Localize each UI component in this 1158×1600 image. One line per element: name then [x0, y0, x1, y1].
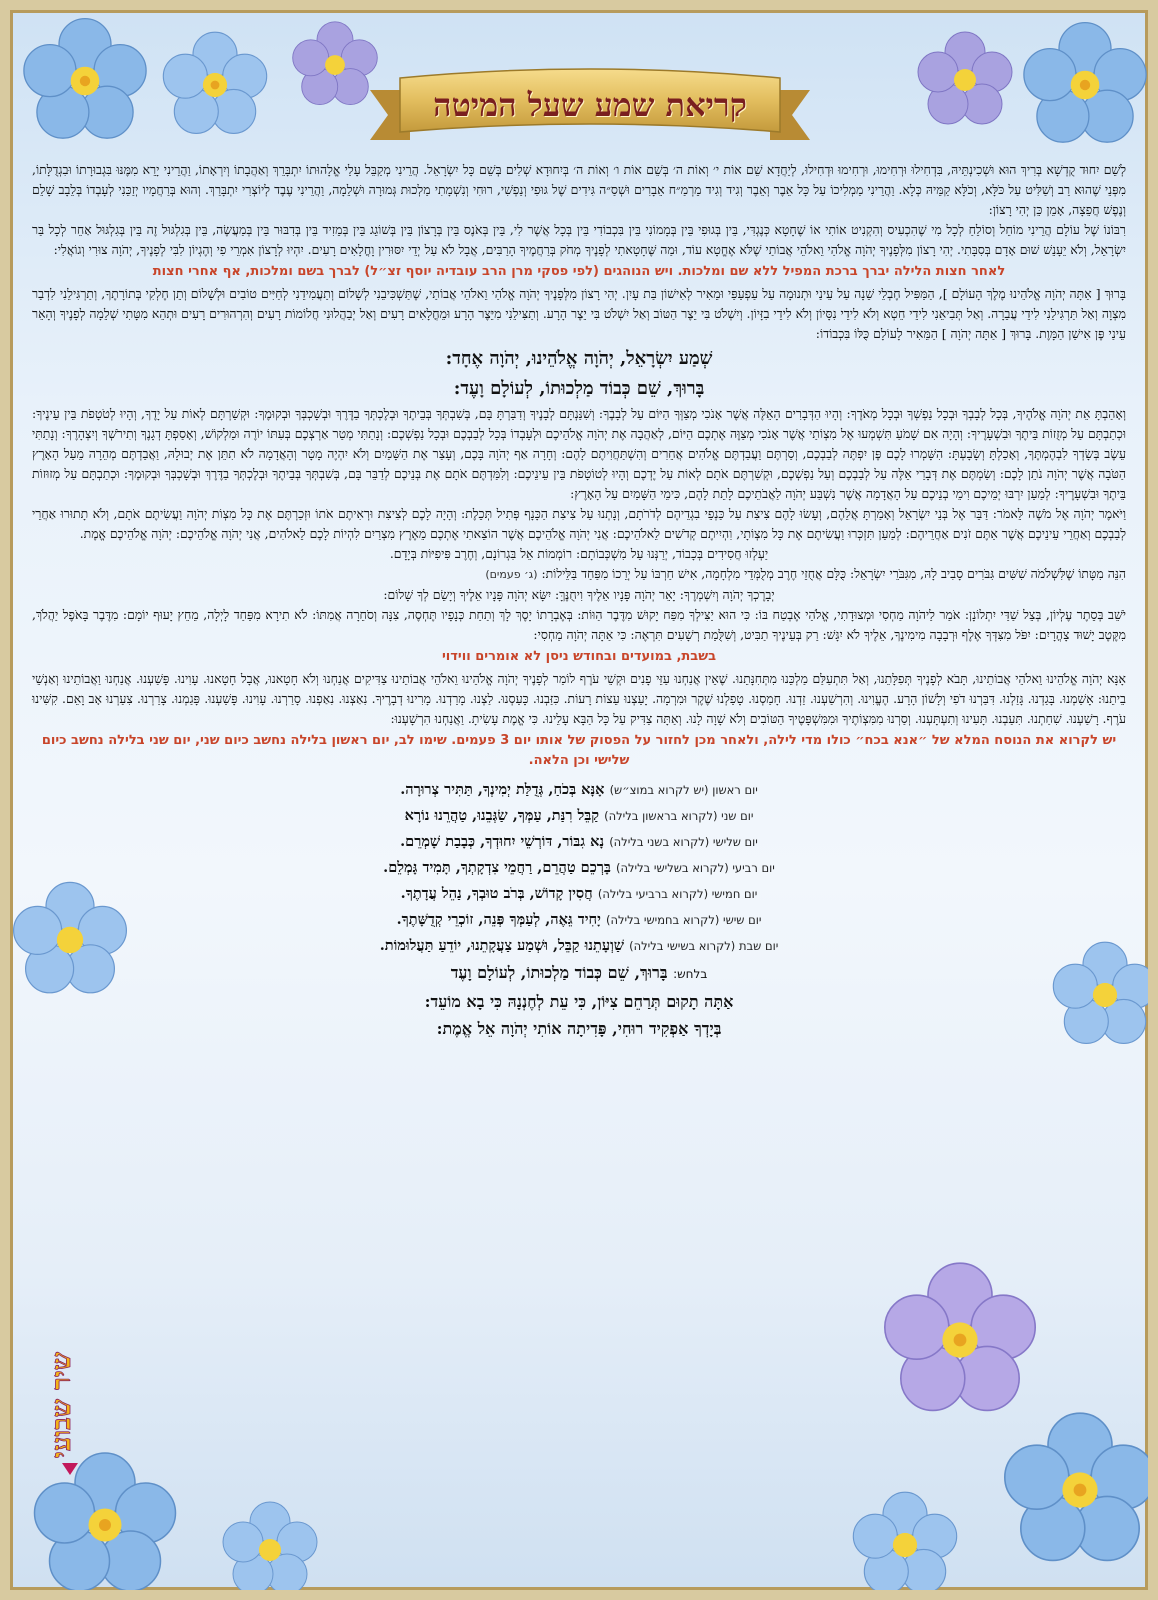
baruch-shem-verse: בָּרוּךְ, שֵׁם כְּבוֹד מַלְכוּתוֹ, לְעוֹלָם וָעֶד: — [453, 378, 705, 399]
list-item — [32, 855, 1126, 881]
list-item — [32, 907, 1126, 933]
day-label: יום שישי (לקרוא בחמישי בלילה) — [605, 913, 762, 927]
flower-top-left-purple-icon — [290, 20, 380, 110]
hine-mitato-paragraph — [32, 564, 1126, 585]
whisper-text: בָּרוּךְ, שֵׁם כְּבוֹד מַלְכוּתוֹ, לְעוֹלָם וָעֶד — [450, 963, 668, 982]
yoshev-paragraph: יֹשֵׁב בְּסֵתֶר עֶלְיוֹן, בְּצֵל שַׁדַּי יִתְלוֹנָן: אֹמַר לַיהֹוָה מַחְסִי וּמְצוּדָתִי, אֱלֹהַי אֶבְטַח בּוֹ: כִּי הוּא יַצִּילְךָ מִפַּח יָקוּשׁ מִדֶּבֶר הַוּוֹת: בְּאֶבְרָתוֹ יָסֶךְ לָךְ וְתַחַת כְּנָפָיו תֶּחְסֶה, צִנָּה וְסֹחֵרָה אֲמִתּוֹ: לֹא תִירָא מִפַּחַד לָיְלָה, מֵחֵץ יָעוּף יוֹמָם: מִדֶּבֶר בָּאֹפֶל יַהֲלֹךְ, מִקֶּטֶב יָשׁוּד צָהֳרָיִם: יִפֹּל מִצִּדְּךָ אֶלֶף וּרְבָבָה מִימִינֶךָ, אֵלֶיךָ לֹא יִגָּשׁ: רַק בְּעֵינֶיךָ תַבִּיט, וְשִׁלֻּמַת רְשָׁעִים תִּרְאֶה: כִּי אַתָּה יְהֹוָה מַחְסִי: — [32, 607, 1126, 642]
beyadcha-verse: בְּיָדְךָ אַפְקִיד רוּחִי, פָּדִיתָה אוֹתִי יְהֹוָה אֵל אֱמֶת: — [436, 1019, 722, 1038]
ana-bekoach-note: יש לקרוא את הנוסח המלא של ״אנא בכח״ כולו מדי לילה, ולאחר מכן לחזור על הפסוק של אותו יום 3 פעמים. שימו לב, יום ראשון בלילה נחשב כיום שני, יום שני בלילה נחשב כיום שלישי וכן הלאה. — [41, 733, 1117, 768]
veahavta-paragraph: וְאָהַבְתָּ אֵת יְהֹוָה אֱלֹהֶיךָ, בְּכָל לְבָבְךָ וּבְכָל נַפְשְׁךָ וּבְכָל מְאֹדֶךָ: וְהָיוּ הַדְּבָרִים הָאֵלֶּה אֲשֶׁר אָנֹכִי מְצַוְּךָ הַיּוֹם עַל לְבָבֶךָ: וְשִׁנַּנְתָּם לְבָנֶיךָ וְדִבַּרְתָּ בָּם, בְּשִׁבְתְּךָ בְּבֵיתֶךָ וּבְלֶכְתְּךָ בַדֶּרֶךְ וּבְשָׁכְבְּךָ וּבְקוּמֶךָ: וּקְשַׁרְתָּם לְאוֹת עַל יָדֶךָ, וְהָיוּ לְטֹטָפֹת בֵּין עֵינֶיךָ: וּכְתַבְתָּם עַל מְזֻזוֹת בֵּיתֶךָ וּבִשְׁעָרֶיךָ: וְהָיָה אִם שָׁמֹעַ תִּשְׁמְעוּ אֶל מִצְוֹתַי אֲשֶׁר אָנֹכִי מְצַוֶּה אֶתְכֶם הַיּוֹם, לְאַהֲבָה אֶת יְהֹוָה אֱלֹהֵיכֶם וּלְעָבְדוֹ בְּכָל לְבַבְכֶם וּבְכָל נַפְשְׁכֶם: וְנָתַתִּי מְטַר אַרְצְכֶם בְּעִתּוֹ יוֹרֶה וּמַלְקוֹשׁ, וְאָסַפְתָּ דְגָנֶךָ וְתִירֹשְׁךָ וְיִצְהָרֶךָ: וְנָתַתִּי עֵשֶׂב בְּשָׂדְךָ לִבְהֶמְתֶּךָ, וְאָכַלְתָּ וְשָׂבָעְתָּ: הִשָּׁמְרוּ לָכֶם פֶּן יִפְתֶּה לְבַבְכֶם, וְסַרְתֶּם וַעֲבַדְתֶּם אֱלֹהִים אֲחֵרִים וְהִשְׁתַּחֲוִיתֶם לָהֶם: וְחָרָה אַף יְהֹוָה בָּכֶם, וְעָצַר אֶת הַשָּׁמַיִם וְלֹא יִהְיֶה מָטָר וְהָאֲדָמָה לֹא תִתֵּן אֶת יְבוּלָהּ, וַאֲבַדְתֶּם מְהֵרָה מֵעַל הָאָרֶץ הַטֹּבָה אֲשֶׁר יְהֹוָה נֹתֵן לָכֶם: וְשַׂמְתֶּם אֶת דְּבָרַי אֵלֶּה עַל לְבַבְכֶם וְעַל נַפְשְׁכֶם, וּקְשַׁרְתֶּם אֹתָם לְאוֹת עַל יֶדְכֶם וְהָיוּ לְטוֹטָפֹת בֵּין עֵינֵיכֶם: וְלִמַּדְתֶּם אֹתָם אֶת בְּנֵיכֶם לְדַבֵּר בָּם, בְּשִׁבְתְּךָ בְּבֵיתֶךָ וּבְלֶכְתְּךָ בַדֶּרֶךְ וּבְשָׁכְבְּךָ וּבְקוּמֶךָ: וּכְתַבְתָּם עַל מְזוּזוֹת בֵּיתֶךָ וּבִשְׁעָרֶיךָ: לְמַעַן יִרְבּוּ יְמֵיכֶם וִימֵי בְנֵיכֶם עַל הָאֲדָמָה אֲשֶׁר נִשְׁבַּע יְהֹוָה לַאֲבֹתֵיכֶם לָתֵת לָהֶם, כִּימֵי הַשָּׁמַיִם עַל הָאָרֶץ: — [32, 406, 1126, 501]
verse-text: קַבֵּל רִנַּת, עַמְּךָ, שַׂגְּבֵנוּ, טַהֲרֵנוּ נוֹרָא — [404, 807, 600, 824]
vayomer-paragraph: וַיֹּאמֶר יְהֹוָה אֶל מֹשֶׁה לֵּאמֹר: דַּבֵּר אֶל בְּנֵי יִשְׂרָאֵל וְאָמַרְתָּ אֲלֵהֶם, וְעָשׂוּ לָהֶם צִיצִת עַל כַּנְפֵי בִגְדֵיהֶם לְדֹרֹתָם, וְנָתְנוּ עַל צִיצִת הַכָּנָף פְּתִיל תְּכֵלֶת: וְהָיָה לָכֶם לְצִיצִת וּרְאִיתֶם אֹתוֹ וּזְכַרְתֶּם אֶת כָּל מִצְוֹת יְהֹוָה וַעֲשִׂיתֶם אֹתָם, וְלֹא תָתוּרוּ אַחֲרֵי לְבַבְכֶם וְאַחֲרֵי עֵינֵיכֶם אֲשֶׁר אַתֶּם זֹנִים אַחֲרֵיהֶם: לְמַעַן תִּזְכְּרוּ וַעֲשִׂיתֶם אֶת כָּל מִצְוֹתָי, וִהְיִיתֶם קְדֹשִׁים לֵאלֹהֵיכֶם: אֲנִי יְהֹוָה אֱלֹהֵיכֶם אֲשֶׁר הוֹצֵאתִי אֶתְכֶם מֵאֶרֶץ מִצְרַיִם לִהְיוֹת לָכֶם לֵאלֹהִים, אֲנִי יְהֹוָה אֱלֹהֵיכֶם: יְהֹוָה אֱלֹהֵיכֶם אֱמֶת. — [32, 506, 1126, 541]
page-title: קריאת שמע שעל המיטה — [433, 86, 747, 124]
flower-top-right-icon — [1020, 20, 1150, 150]
times-note: (ג׳ פעמים) — [485, 568, 538, 581]
shabbat-note: בשבת, במועדים ובחודש ניסן לא אומרים ווידוי — [441, 649, 717, 664]
ana-bekoach-list — [32, 777, 1126, 959]
whisper-label: בלחש: — [673, 967, 708, 981]
shema-verse: שְׁמַע יִשְׂרָאֵל, יְהֹוָה אֱלֹהֵינוּ, יְהֹוָה אֶחָד: — [445, 348, 713, 369]
list-item — [32, 803, 1126, 829]
leshem-yichud-paragraph: לְשֵׁם יִחוּד קֻדְשָׁא בְּרִיךְ הוּא וּשְׁכִינְתֵּיהּ, בִּדְחִילוּ וּרְחִימוּ, וּרְחִימוּ וּדְחִילוּ, לְיַחֲדָא שֵׁם אוֹת י׳ וְאוֹת ה׳ בְּשֵׁם אוֹת ו׳ וְאוֹת ה׳ בְּיִחוּדָא שְׁלִים בְּשֵׁם כָּל יִשְׂרָאֵל. הֲרֵינִי מְקַבֵּל עָלַי אֱלָהוּתוֹ יִתְבָּרֵךְ וְאַהֲבָתוֹ וְיִרְאָתוֹ, וַהֲרֵינִי יָרֵא מִמֶּנּוּ בִּגְבוּרָתוֹ וּבִגְדֻלָּתוֹ, מִפְּנֵי שֶׁהוּא רַב וְשַׁלִּיט עַל כֹּלָּא, וְכֹלָּא קַמֵּיהּ כְּלָא. וַהֲרֵינִי מַמְלִיכוֹ עַל כָּל אֵבֶר וְאֵבֶר וְגִיד וְגִיד מֵרְמַ״ח אֵבָרִים וּשְׁסַ״ה גִּידִים שֶׁל גּוּפִי וְנַפְשִׁי, רוּחִי וְנִשְׁמָתִי מַלְכוּת גְּמוּרָה וּשְׁלֵמָה, וַהֲרֵינִי עֶבֶד לְיוֹצְרִי יִתְבָּרַךְ. וְהוּא בְּרַחֲמָיו יְזַכֵּנִי לְעָבְדוֹ בְּלֵבָב שָׁלֵם וְנֶפֶשׁ חֲפֵצָה, אָמֵן כֵּן יְהִי רָצוֹן: — [32, 162, 1126, 217]
viduy-paragraph: אָנָּא יְהֹוָה אֱלֹהֵינוּ וֵאלֹהֵי אֲבוֹתֵינוּ, תָּבֹא לְפָנֶיךָ תְּפִלָּתֵנוּ, וְאַל תִּתְעַלַּם מַלְכֵּנוּ מִתְּחִנָּתֵנוּ. שֶׁאֵין אֲנַחְנוּ עַזֵּי פָנִים וּקְשֵׁי עֹרֶף לוֹמַר לְפָנֶיךָ יְהֹוָה אֱלֹהֵינוּ וֵאלֹהֵי אֲבוֹתֵינוּ צַדִּיקִים אֲנַחְנוּ וְלֹא חָטָאנוּ, אֲבָל חָטָאנוּ. עָוִינוּ. פָּשַׁעְנוּ. אֲנַחְנוּ וַאֲבוֹתֵינוּ וְאַנְשֵׁי בֵיתֵנוּ: אָשַׁמְנוּ. בָּגַדְנוּ. גָּזַלְנוּ. דִּבַּרְנוּ דֹפִי וְלָשׁוֹן הָרָע. הֶעֱוִינוּ. וְהִרְשַׁעְנוּ. זַדְנוּ. חָמַסְנוּ. טָפַלְנוּ שֶׁקֶר וּמִרְמָה. יָעַצְנוּ עֵצוֹת רָעוֹת. כִּזַּבְנוּ. כָּעַסְנוּ. לַצְנוּ. מָרַדְנוּ. מָרִינוּ דְבָרֶיךָ. נִאַצְנוּ. נִאַפְנוּ. סָרַרְנוּ. עָוִינוּ. פָּשַׁעְנוּ. פָּגַמְנוּ. צָרַרְנוּ. צִעַרְנוּ אָב וָאֵם. קִשִּׁינוּ עֹרֶף. רָשַׁעְנוּ. שִׁחַתְנוּ. תִּעַבְנוּ. תָּעִינוּ וְתִעְתָּעְנוּ. וְסַרְנוּ מִמִּצְוֹתֶיךָ וּמִמִּשְׁפָּטֶיךָ הַטּוֹבִים וְלֹא שָׁוָה לָנוּ. וְאַתָּה צַדִּיק עַל כָּל הַבָּא עָלֵינוּ. כִּי אֱמֶת עָשִׂיתָ. וַאֲנַחְנוּ הִרְשָׁעְנוּ: — [32, 671, 1126, 726]
verse-text: חֲסִין קָדוֹשׁ, בְּרֹב טוּבְךָ, נַהֵל עֲדָתֶךָ. — [400, 885, 593, 902]
flower-top-left-icon — [20, 16, 150, 146]
day-label: יום שני (לקרוא בראשון בלילה) — [604, 809, 754, 823]
flower-top-right-small-icon — [915, 30, 1015, 130]
flower-bottom-right-icon — [1000, 1410, 1158, 1570]
list-item — [32, 777, 1126, 803]
flower-bottom-far-right-icon — [850, 1490, 960, 1600]
midnight-note: לאחר חצות הלילה יברך ברכת המפיל ללא שם ומלכות. ויש הנוהגים (לפי פסקי מרן הרב עובדיה יוסף זצ״ל) לברך בשם ומלכות, אף אחרי חצות — [152, 264, 1006, 279]
svg-text:שיר שבועי: שיר שבועי — [47, 1351, 77, 1459]
day-label: יום שבת (לקרוא בשישי בלילה) — [629, 939, 779, 953]
flower-top-left-small-icon — [160, 30, 270, 140]
flower-bottom-center-icon — [220, 1500, 320, 1600]
list-item — [32, 881, 1126, 907]
verse-text: נָא גִבּוֹר, דּוֹרְשֵׁי יִחוּדְךָ, כְּבָבַת שָׁמְרֵם. — [400, 833, 605, 850]
yaalzu-paragraph: יַעְלְזוּ חֲסִידִים בְּכָבוֹד, יְרַנְּנוּ עַל מִשְׁכְּבוֹתָם: רוֹמְמוֹת אֵל בִּגְרוֹנָם, וְחֶרֶב פִּיפִיּוֹת בְּיָדָם. — [389, 546, 769, 561]
verse-text: אָנָּא בְּכֹחַ, גְּדֻלַּת יְמִינְךָ, תַּתִּיר צְרוּרָה. — [400, 781, 605, 798]
logo-icon — [40, 1345, 100, 1475]
hamapil-paragraph: בָּרוּךְ [ אַתָּה יְהֹוָה אֱלֹהֵינוּ מֶלֶךְ הָעוֹלָם ], הַמַּפִּיל חֶבְלֵי שֵׁנָה עַל עֵינַי וּתְנוּמָה עַל עַפְעַפַּי וּמֵאִיר לְאִישׁוֹן בַּת עָיִן. יְהִי רָצוֹן מִלְּפָנֶיךָ יְהֹוָה אֱלֹהַי וֵאלֹהֵי אֲבוֹתַי, שֶׁתַּשְׁכִּיבֵנִי לְשָׁלוֹם וְתַעֲמִידֵנִי לְחַיִּים טוֹבִים וּלְשָׁלוֹם וְתֵן חֶלְקִי בְּתוֹרָתֶךָ, וְתַרְגִּילֵנִי לִדְבַר מִצְוָה וְאַל תַּרְגִּילֵנִי לִידֵי עֲבֵרָה. וְאַל תְּבִיאֵנִי לִידֵי חֵטְא וְלֹא לִידֵי נִסָּיוֹן וְלֹא לִידֵי בִזָּיוֹן. וְיִשְׁלֹט בִּי יֵצֶר הַטּוֹב וְאַל יִשְׁלֹט בִּי יֵצֶר הָרָע. וְתַצִּילֵנִי מִיֵּצֶר הָרָע וּמֵחֳלָאִים רָעִים וְאַל יְבַהֲלוּנִי חֲלוֹמוֹת רָעִים וְהִרְהוּרִים רָעִים וּתְהֵא מִטָּתִי שְׁלֵמָה לְפָנֶיךָ וְהָאֵר עֵינַי פֶּן אִישַׁן הַמָּוֶת. בָּרוּךְ [ אַתָּה יְהֹוָה ] הַמֵּאִיר לָעוֹלָם כֻּלּוֹ בִּכְבוֹדוֹ: — [32, 286, 1126, 341]
prayer-content — [32, 160, 1126, 1042]
whisper-verse — [32, 959, 1126, 988]
day-label: יום ראשון (יש לקרוא במוצ״ש) — [609, 783, 758, 797]
list-item — [32, 933, 1126, 959]
hine-mitato-text: הִנֵּה מִטָּתוֹ שֶׁלִּשְׁלֹמֹה שִׁשִּׁים גִּבֹּרִים סָבִיב לָהּ, מִגִּבֹּרֵי יִשְׂרָאֵל: כֻּלָּם אֲחֻזֵי חֶרֶב מְלֻמְּדֵי מִלְחָמָה, אִישׁ חַרְבּוֹ עַל יְרֵכוֹ מִפַּחַד בַּלֵּילוֹת: — [541, 566, 1126, 581]
flower-bottom-right-purple-icon — [880, 1260, 1040, 1420]
verse-text: שַׁוְעָתֵנוּ קַבֵּל, וּשְׁמַע צַעֲקָתֵנוּ, יוֹדֵעַ תַּעֲלוּמוֹת. — [379, 937, 625, 954]
verse-text: יָחִיד גֵּאֶה, לְעַמְּךָ פְּנֵה, זוֹכְרֵי קְדֻשָּׁתֶךָ. — [396, 911, 601, 928]
verse-text: בָּרְכֵם טַהֲרֵם, רַחֲמֵי צִדְקָתְךָ, תָּמִיד גָּמְלֵם. — [383, 859, 611, 876]
ribono-shel-olam-paragraph: רִבּוֹנוֹ שֶׁל עוֹלָם הֲרֵינִי מוֹחֵל וְסוֹלֵחַ לְכָל מִי שֶׁהִכְעִיס וְהִקְנִיט אוֹתִי אוֹ שֶׁחָטָא כְּנֶגְדִּי, בֵּין בְּגוּפִי בֵּין בְּמָמוֹנִי בֵּין בִּכְבוֹדִי בֵּין בְּכָל אֲשֶׁר לִי, בֵּין בְּאֹנֶס בֵּין בְּרָצוֹן בֵּין בְּשׁוֹגֵג בֵּין בְּמֵזִיד בֵּין בְּדִבּוּר בֵּין בְּמַעֲשֶׂה, בֵּין בְּגִלְגּוּל זֶה בֵּין בְּגִלְגּוּל אַחֵר לְכָל בַּר יִשְׂרָאֵל, וְלֹא יֵעָנֵשׁ שׁוּם אָדָם בְּסִבָּתִי. יְהִי רָצוֹן מִלְּפָנֶיךָ יְהֹוָה אֱלֹהַי וֵאלֹהֵי אֲבוֹתַי שֶׁלֹּא אֶחֱטָא עוֹד, וּמַה שֶּׁחָטָאתִי לְפָנֶיךָ מְחֹק בְּרַחֲמֶיךָ הָרַבִּים, אֲבָל לֹא עַל יְדֵי יִסּוּרִין וָחֳלָאִים רָעִים. יִהְיוּ לְרָצוֹן אִמְרֵי פִי וְהֶגְיוֹן לִבִּי לְפָנֶיךָ, יְהֹוָה צוּרִי וְגוֹאֲלִי: — [32, 222, 1126, 257]
day-label: יום שלישי (לקרוא בשני בלילה) — [609, 835, 758, 849]
list-item — [32, 829, 1126, 855]
day-label: יום רביעי (לקרוא בשלישי בלילה) — [615, 861, 775, 875]
day-label: יום חמישי (לקרוא ברביעי בלילה) — [597, 887, 758, 901]
ata-takum-verse: אַתָּה תָקוּם תְּרַחֵם צִיּוֹן, כִּי עֵת לְחֶנְנָהּ כִּי בָא מוֹעֵד: — [424, 992, 734, 1011]
yevarechecha-paragraph: יְבָרֶכְךָ יְהֹוָה וְיִשְׁמְרֶךָ: יָאֵר יְהֹוָה פָּנָיו אֵלֶיךָ וִיחֻנֶּךָּ: יִשָּׂא יְהֹוָה פָּנָיו אֵלֶיךָ וְיָשֵׂם לְךָ שָׁלוֹם: — [383, 587, 775, 602]
